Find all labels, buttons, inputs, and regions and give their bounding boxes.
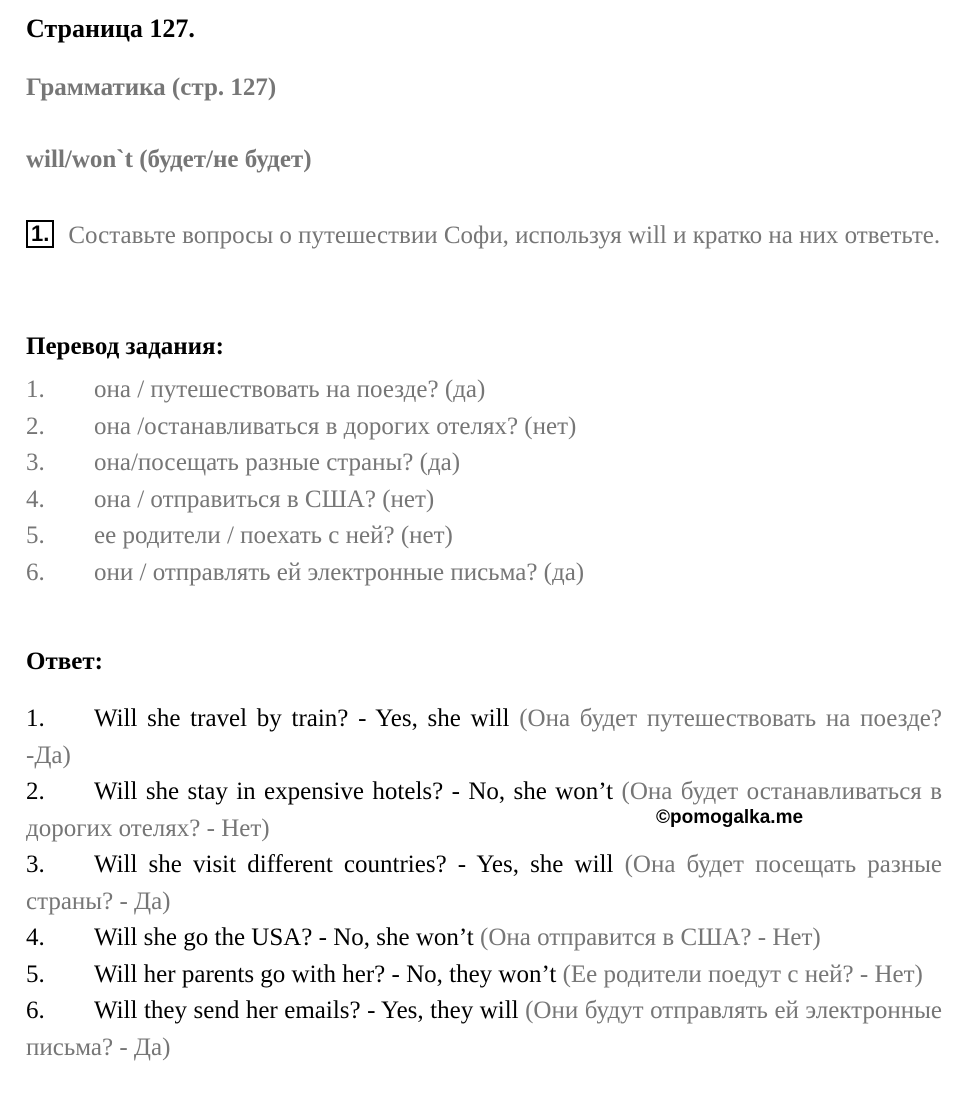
task-text: Составьте вопросы о путешествии Софи, используя will и кратко на них ответьте. — [68, 222, 941, 249]
translation-heading: Перевод задания: — [26, 333, 224, 360]
answer-russian: (Она будет путешествовать на поезде? -Да) — [26, 705, 942, 769]
item-number: 5. — [26, 960, 45, 988]
item-text: они / отправлять ей электронные письма? (да) — [94, 558, 585, 586]
answer-russian: (Они будут отправлять ей электронные письма? - Да) — [26, 997, 942, 1061]
translation-list — [26, 372, 942, 591]
answer-english: Will she travel by train? - Yes, she will — [94, 705, 510, 732]
answer-item — [26, 993, 942, 1066]
task-number-badge: 1. — [26, 220, 54, 248]
section-heading: Грамматика (стр. 127) — [26, 74, 277, 101]
item-number: 5. — [26, 522, 45, 549]
item-number: 6. — [26, 997, 45, 1024]
answer-english: Will she go the USA? - No, she won’t — [94, 924, 474, 951]
item-number: 6. — [26, 558, 45, 586]
answer-heading: Ответ: — [26, 648, 103, 675]
page-title: Страница 127. — [26, 14, 195, 43]
item-number: 1. — [26, 705, 45, 732]
item-number: 2. — [26, 412, 45, 440]
answer-item — [26, 957, 942, 994]
item-text: она/посещать разные страны? (да) — [94, 449, 461, 476]
item-number: 4. — [26, 485, 45, 513]
item-text: она / отправиться в США? (нет) — [94, 485, 435, 513]
answer-item — [26, 774, 942, 847]
topic-heading: will/won`t (будет/не будет) — [26, 146, 312, 173]
item-text: ее родители / поехать с ней? (нет) — [94, 522, 453, 549]
task-instruction — [26, 218, 942, 254]
list-item — [26, 555, 942, 592]
list-item — [26, 518, 942, 555]
item-number: 1. — [26, 376, 45, 403]
item-number: 4. — [26, 924, 45, 951]
item-number: 3. — [26, 851, 45, 878]
list-item — [26, 482, 942, 519]
answer-russian: (Ее родители поедут с ней? - Нет) — [562, 960, 923, 988]
answer-list — [26, 701, 942, 1066]
item-text: она / путешествовать на поезде? (да) — [94, 376, 486, 403]
list-item — [26, 409, 942, 446]
item-number: 3. — [26, 449, 45, 476]
list-item — [26, 372, 942, 409]
answer-english: Will her parents go with her? - No, they won’t — [94, 960, 557, 988]
answer-english: Will she stay in expensive hotels? - No, she won’t — [94, 778, 614, 805]
answer-item — [26, 920, 942, 957]
answer-russian: (Она отправится в США? - Нет) — [480, 924, 821, 951]
answer-russian: (Она будет останавливаться в дорогих отелях? - Нет) — [26, 778, 942, 842]
answer-item — [26, 701, 942, 774]
answer-english: Will she visit different countries? - Yes, she will — [94, 851, 614, 878]
watermark-text: ©pomogalka.me — [656, 807, 804, 828]
list-item — [26, 445, 942, 482]
answer-item — [26, 847, 942, 920]
item-text: она /останавливаться в дорогих отелях? (нет) — [94, 412, 577, 440]
answer-english: Will they send her emails? - Yes, they will — [94, 997, 519, 1024]
item-number: 2. — [26, 778, 45, 805]
answer-russian: (Она будет посещать разные страны? - Да) — [26, 851, 942, 915]
